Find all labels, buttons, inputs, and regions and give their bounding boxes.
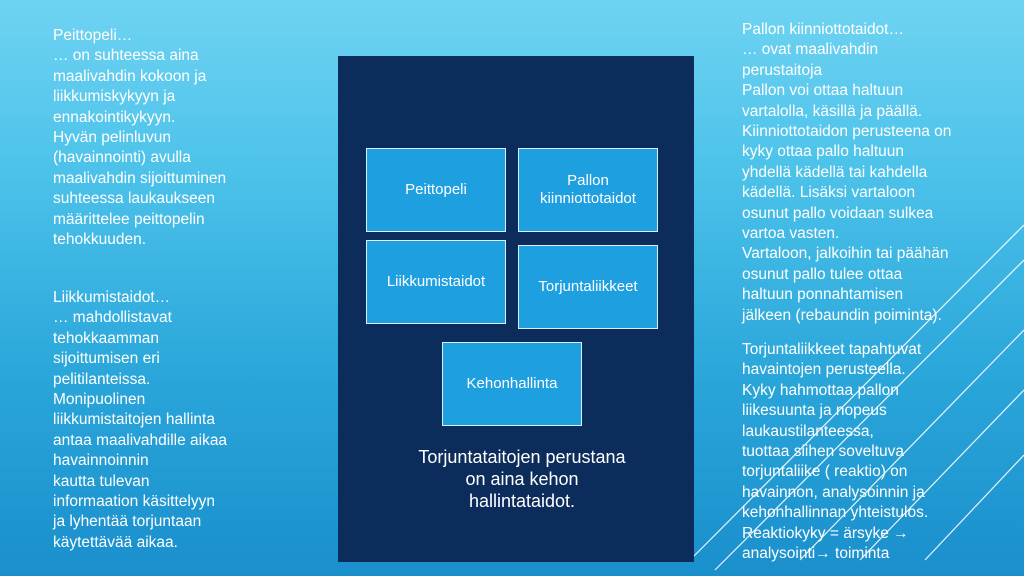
- box-peittopeli: Peittopeli: [366, 148, 506, 232]
- box-pallon-kiinniottotaidot: Pallon kiinniottotaidot: [518, 148, 658, 232]
- panel-caption: Torjuntataitojen perustana on aina kehon hallintataidot.: [418, 447, 626, 511]
- right-bottom-text: Torjuntaliikkeet tapahtuvat havaintojen perusteella. Kyky hahmottaa pallon liikesuunta ja nopeus laukaustilanteessa, tuottaa siihen soveltuva torjuntaliike ( reaktio) on havainnon, analysoinnin ja kehonhallinnan yhteistulos. Reaktiokyky = ärsyke → analysointi→ toiminta: [742, 341, 929, 563]
- left-bottom-text: Liikkumistaidot… … mahdollistavat tehokkaamman sijoittumisen eri pelitilanteissa. Monipuolinen liikkumistaitojen hallinta antaa maalivahdille aikaa havainnoinnin kautta tulevan informaation käsittelyyn ja lyhentää torjuntaan käytettävää aikaa.: [53, 289, 228, 551]
- box-kehonhallinta: Kehonhallinta: [442, 342, 582, 426]
- box-torjuntaliikkeet: Torjuntaliikkeet: [518, 245, 658, 329]
- right-top-text: Pallon kiinniottotaidot… … ovat maalivahdin perustaitoja Pallon voi ottaa haltuun vartalolla, käsillä ja päällä. Kiinniottotaidon perusteena on kyky ottaa pallo haltuun yhdellä kädellä tai kahdella kädellä. Lisäksi vartaloon osunut pallo voidaan sulkea vartoa vasten. Vartaloon, jalkoihin tai päähän osunut pallo tulee ottaa haltuun ponnahtamisen jälkeen (rebaundin poiminta).: [742, 21, 952, 324]
- left-top-text: Peittopeli… … on suhteessa aina maalivahdin kokoon ja liikkumiskykyyn ja ennakointikykyyn. Hyvän pelinluvun (havainnointi) avulla maalivahdin sijoittuminen suhteessa laukaukseen määrittelee peittopelin tehokkuuden.: [53, 27, 227, 249]
- box-liikkumistaidot: Liikkumistaidot: [366, 240, 506, 324]
